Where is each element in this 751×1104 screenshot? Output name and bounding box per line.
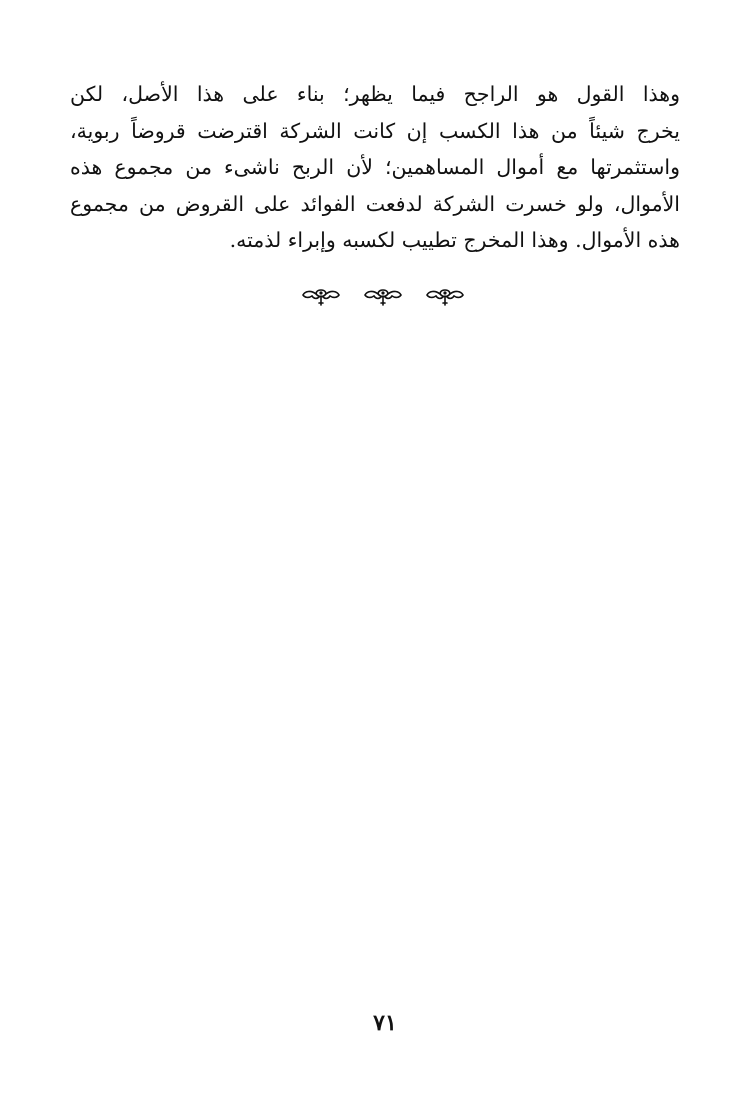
- ornament-icon: [362, 286, 404, 308]
- paragraph: [70, 76, 680, 259]
- paragraph-line-5: هذه الأموال. وهذا المخرج تطييب لكسبه وإبراء لذمته.: [229, 228, 680, 252]
- ornament-icon: [424, 286, 466, 308]
- page-number: ٧١: [373, 1010, 397, 1036]
- section-divider: [300, 284, 466, 310]
- paragraph-line-1: وهذا القول هو الراجح فيما يظهر؛ بناء على هذا الأصل، لكن: [70, 82, 680, 106]
- paragraph-line-3: واستثمرتها مع أموال المساهمين؛ لأن الربح ناشىء من مجموع هذه: [70, 155, 680, 179]
- paragraph-line-4: الأموال، ولو خسرت الشركة لدفعت الفوائد على القروض من مجموع: [70, 191, 680, 216]
- ornament-icon: [300, 286, 342, 308]
- paragraph-line-2: يخرج شيئاً من هذا الكسب إن كانت الشركة اقترضت قروضاً ربوية،: [70, 118, 680, 143]
